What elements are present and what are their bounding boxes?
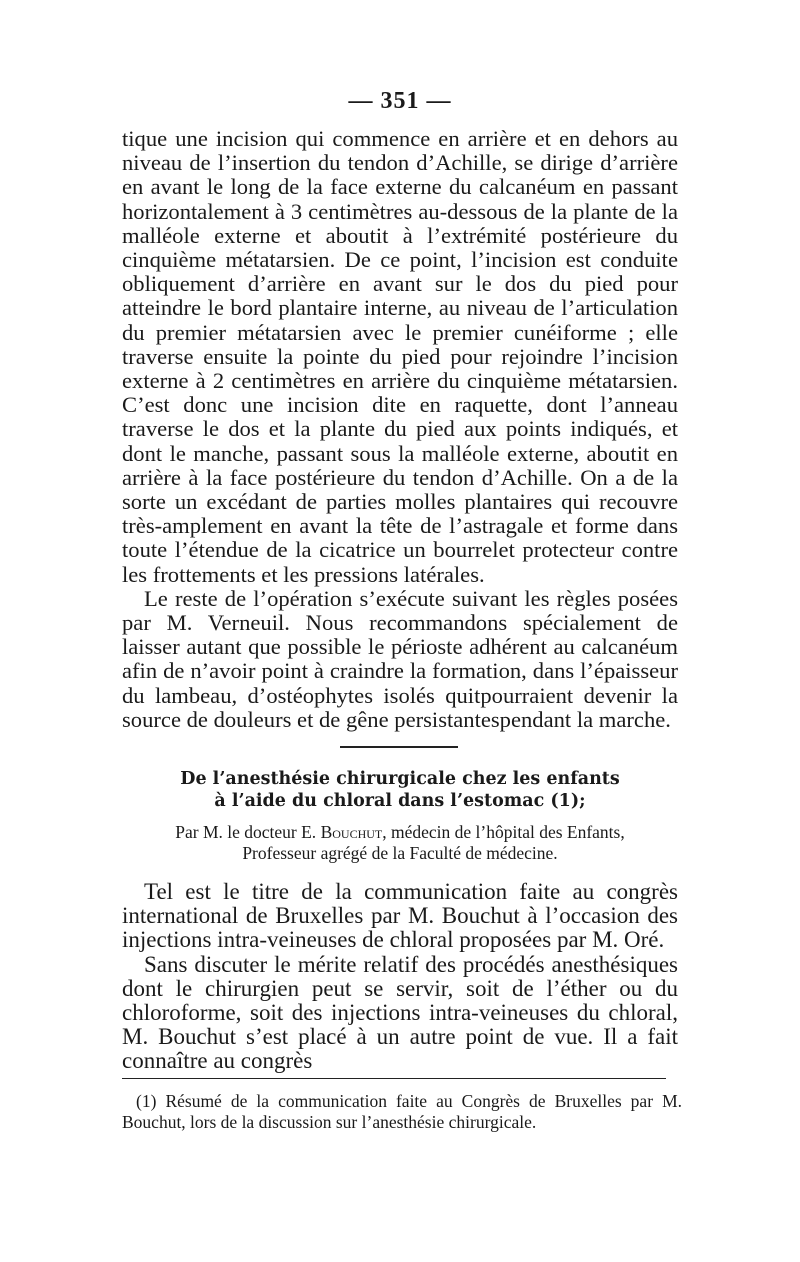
main-text-block (122, 127, 678, 732)
paragraph-communication-title: Tel est le titre de la communication faite au congrès international de Bruxelles par M. Bouchut à l’occasion des injections intra-veineuses de chloral proposées par M. Oré. (122, 879, 678, 953)
byline-line-1 (120, 822, 680, 843)
article-byline (120, 822, 680, 864)
page-number: — 351 — (348, 88, 452, 114)
footnote (122, 1091, 682, 1133)
article-text-block (122, 880, 678, 1074)
byline-line-2: Professeur agrégé de la Faculté de médecine. (242, 843, 558, 863)
byline-author: Bouchut (320, 822, 383, 842)
article-title-line-2: à l’aide du chloral dans l’estomac (1); (214, 791, 586, 811)
byline-suffix: , médecin de l’hôpital des Enfants, (382, 822, 625, 842)
footnote-divider (122, 1078, 666, 1079)
paragraph-incision-description: tique une incision qui commence en arrière et en dehors au niveau de l’insertion du tendon d’Achille, se dirige d’arrière en avant le long de la face externe du calcanéum en passant horizontalement à 3 centimètres au-dessous de la plante de la malléole externe et aboutit à l’extrémité postérieure du cinquième métatarsien. De ce point, l’incision est conduite obliquement d’arrière en avant sur le dos du pied pour atteindre le bord plantaire interne, au niveau de l’articulation du premier métatarsien avec le premier cunéiforme ; elle traverse ensuite la pointe du pied pour rejoindre l’incision externe à 2 centimètres en arrière du cinquième métatarsien. C’est donc une incision dite en raquette, dont l’anneau traverse le dos et la plante du pied aux points indiqués, et dont le manche, passant sous la malléole externe, aboutit en arrière à la face postérieure du tendon d’Achille. On a de la sorte un excédant de parties molles plantaires qui recouvre très-amplement en avant la tête de l’astragale et forme dans toute l’étendue de la cicatrice un bourrelet protecteur contre les frottements et les pressions latérales. (122, 126, 678, 587)
section-divider (340, 746, 458, 748)
paragraph-point-of-view: Sans discuter le mérite relatif des procédés anesthésiques dont le chirurgien peut se servir, soit de l’éther ou du chloroforme, soit des injections intra-veineuses du chloral, M. Bouchut s’est placé à un autre point de vue. Il a fait connaître au congrès (122, 951, 678, 1074)
article-title-line-1: De l’anesthésie chirurgicale chez les enfants (180, 769, 620, 789)
byline-prefix: Par M. le docteur E. (175, 822, 321, 842)
paragraph-operation-rest: Le reste de l’opération s’exécute suivant les règles posées par M. Verneuil. Nous recommandons spécialement de laisser autant que possible le périoste adhérent au calcanéum afin de n’avoir point à craindre la formation, dans l’épaisseur du lambeau, d’ostéophytes isolés quitpourraient devenir la source de douleurs et de gêne persistantespendant la marche. (122, 585, 678, 732)
article-title (120, 768, 680, 812)
footnote-text: (1) Résumé de la communication faite au Congrès de Bruxelles par M. Bouchut, lors de la discussion sur l’anesthésie chirurgicale. (122, 1091, 682, 1132)
